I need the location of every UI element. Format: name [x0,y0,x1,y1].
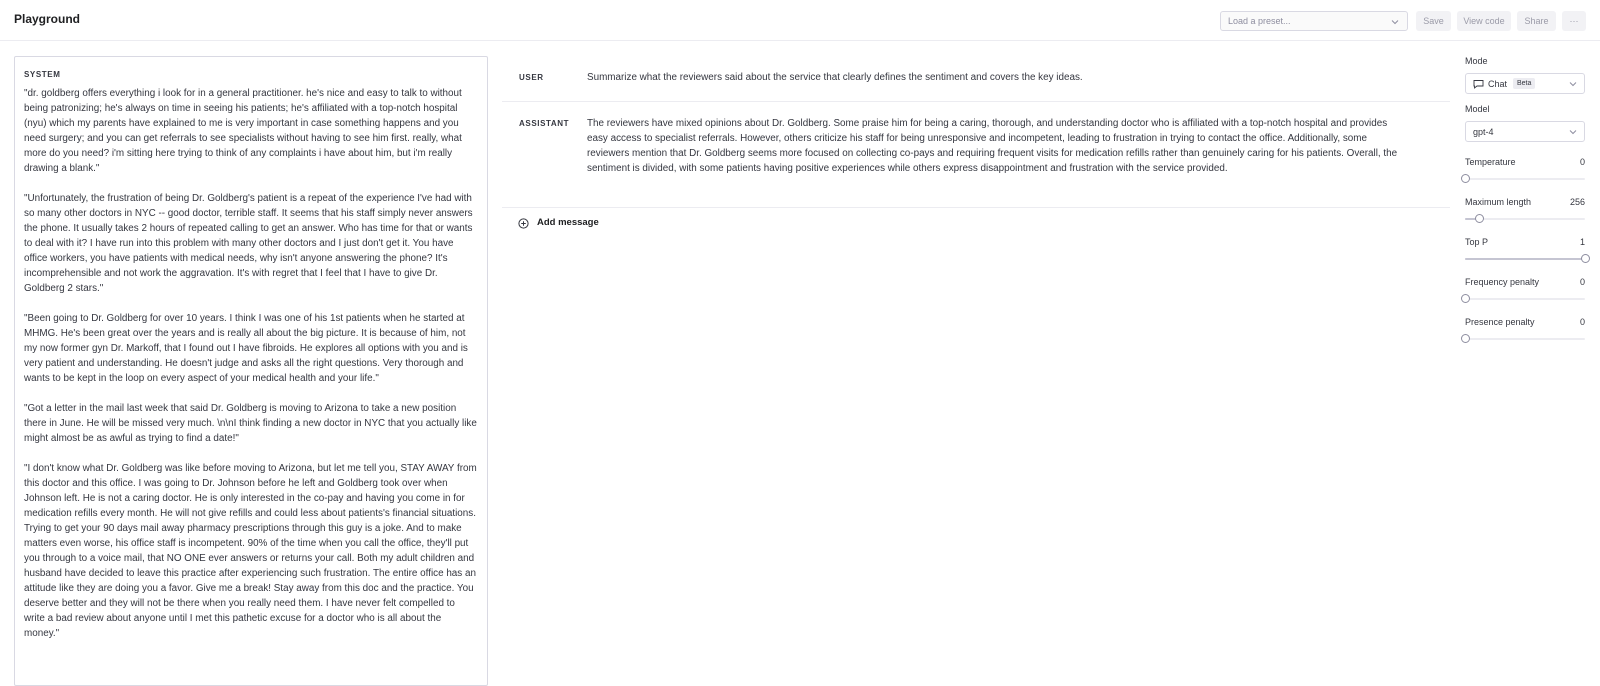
maximum-length-value[interactable]: 256 [1569,197,1585,207]
chat-icon [1473,79,1484,89]
maximum-length-slider[interactable] [1465,214,1585,224]
model-label: Model [1465,104,1490,114]
preset-select[interactable] [1220,11,1408,31]
presence-penalty-value[interactable]: 0 [1579,317,1585,327]
top-p-slider[interactable] [1465,254,1585,264]
message-role-user[interactable]: USER [519,73,544,82]
slider-thumb[interactable] [1461,334,1470,343]
presence-penalty-label: Presence penalty [1465,317,1535,327]
message-role-assistant[interactable]: ASSISTANT [519,119,570,128]
top-p-label: Top P [1465,237,1489,247]
plus-circle-icon [518,218,529,229]
beta-badge: Beta [1513,78,1535,89]
preset-placeholder: Load a preset... [1228,16,1291,26]
presence-penalty-slider[interactable] [1465,334,1585,344]
mode-label: Mode [1465,56,1488,66]
mode-value: Chat [1488,79,1508,89]
more-options-button[interactable]: ··· [1562,11,1586,31]
frequency-penalty-value[interactable]: 0 [1579,277,1585,287]
message-content-user[interactable]: Summarize what the reviewers said about the service that clearly defines the sentiment and covers the key ideas. [587,72,1083,83]
frequency-penalty-label: Frequency penalty [1465,277,1540,287]
temperature-label: Temperature [1465,157,1516,167]
slider-thumb[interactable] [1581,254,1590,263]
temperature-slider[interactable] [1465,174,1585,184]
page-title: Playground [14,12,81,26]
maximum-length-label: Maximum length [1465,197,1532,207]
frequency-penalty-slider[interactable] [1465,294,1585,304]
system-label: SYSTEM [24,70,61,79]
temperature-value[interactable]: 0 [1579,157,1585,167]
chevron-down-icon [1568,127,1578,137]
system-prompt-textarea[interactable]: "dr. goldberg offers everything i look for in a general practitioner. he's nice and easy to talk to without being patronizing; he's always on time in seeing his patients; he's affiliated with a top-notch hospital (nyu) which my parents have explained to me is very important in case something happens and you need surgery; and you can get referrals to see specialists without having to see him first. really, what more do you need? i'm sitting here trying to think of any complaints i have about him, but i'm really drawing a blank." "Unfortunately, the frustration of being Dr. Goldberg's patient is a repeat of the experience I've had with so many other doctors in NYC -- good doctor, terrible staff. It seems that his staff simply never answers the phone. It usually takes 2 hours of repeated calling to get an answer. Who has time for that or wants to deal with it? I have run into this problem with many other doctors and I just don't get it. You have office workers, you have patients with medical needs, why isn't anyone answering the phone? It's incomprehensible and not work the aggravation. It's with regret that I feel that I have to give Dr. Goldberg 2 stars." "Been going to Dr. Goldberg for over 10 years. I think I was one of his 1st patients when he started at MHMG. He's been great over the years and is really all about the big picture. It is because of him, not my now former gyn Dr. Markoff, that I found out I have fibroids. He explores all options with you and is very patient and understanding. He doesn't judge and asks all the right questions. Very thorough and wants to be kept in the loop on every aspect of your medical health and your life." "Got a letter in the mail last week that said Dr. Goldberg is moving to Arizona to take a new position there in June. He will be missed very much. \n\nI think finding a new doctor in NYC that you actually like might almost be as awful as trying to find a date!" "I don't know what Dr. Goldberg was like before moving to Arizona, but let me tell you, STAY AWAY from this doctor and this office. I was going to Dr. Johnson before he left and Goldberg took over when Johnson left. He is not a caring doctor. He is only interested in the co-pay and having you come in for medication refills every month. He will not give refills and could less about patients's financial situations. Trying to get your 90 days mail away pharmacy prescriptions through this guy is a joke. And to make matters even worse, his office staff is incompetent. 90% of the time when you call the office, they'll put you through to a voice mail, that NO ONE ever answers or returns your call. Both my adult children and husband have decided to leave this practice after experiencing such frustration. The entire office has an attitude like they are doing you a favor. Give me a break! Stay away from this doc and the practice. You deserve better and they will not be there when you really need them. I have never felt compelled to write a bad review about anyone until I met this pathetic excuse for a doctor who is all about the money." [24,88,477,639]
chevron-down-icon [1568,79,1578,89]
view-code-button[interactable]: View code [1457,11,1511,31]
message-content-assistant[interactable]: The reviewers have mixed opinions about Dr. Goldberg. Some praise him for being a caring, thorough, and understanding doctor who is affiliated with a top-notch hospital and provides easy access to specialist referrals. However, others criticize his staff for being unresponsive and incompetent, leading to frustration in trying to contact the office. Additionally, some reviewers mention that Dr. Goldberg seems more focused on collecting co-pays and requiring frequent visits for medication refills rather than genuinely caring for his patients. Overall, the sentiment is divided, with some patients having positive experiences while others express disappointment and frustration with the service provided. [587,118,1398,174]
message-row-assistant [502,102,1450,208]
slider-thumb[interactable] [1475,214,1484,223]
slider-thumb[interactable] [1461,174,1470,183]
top-p-value[interactable]: 1 [1579,237,1585,247]
message-row-user [502,60,1450,102]
slider-thumb[interactable] [1461,294,1470,303]
model-value: gpt-4 [1473,127,1494,137]
system-panel [14,56,488,686]
model-select[interactable] [1465,121,1585,142]
share-button[interactable]: Share [1517,11,1556,31]
save-button[interactable]: Save [1416,11,1451,31]
top-bar [0,0,1600,41]
mode-select[interactable] [1465,73,1585,94]
chevron-down-icon [1390,17,1400,27]
add-message-label: Add message [537,217,599,228]
